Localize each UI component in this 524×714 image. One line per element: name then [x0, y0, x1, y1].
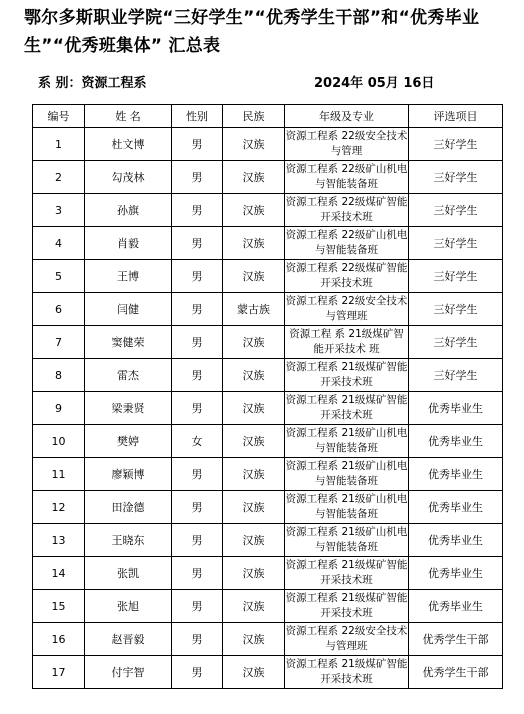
cell-award: 优秀毕业生 [409, 590, 503, 623]
cell-award: 三好学生 [409, 128, 503, 161]
table-row [33, 656, 503, 689]
cell-gender: 男 [172, 128, 223, 161]
cell-major: 资源工程 系 21级煤矿智能开采技术 班 [285, 326, 409, 359]
cell-major: 资源工程系 22级安全技术与管理班 [285, 293, 409, 326]
cell-number: 17 [33, 656, 85, 689]
cell-name: 赵晋毅 [85, 623, 172, 656]
cell-ethnicity: 汉族 [223, 425, 285, 458]
cell-name: 勾茂林 [85, 161, 172, 194]
cell-name: 窦健荣 [85, 326, 172, 359]
cell-major: 资源工程系 22级矿山机电与智能装备班 [285, 161, 409, 194]
header-name: 姓 名 [85, 105, 172, 128]
table-row [33, 392, 503, 425]
cell-number: 10 [33, 425, 85, 458]
cell-number: 9 [33, 392, 85, 425]
cell-name: 田淦德 [85, 491, 172, 524]
cell-major: 资源工程系 22级安全技术与管理 [285, 128, 409, 161]
header-number: 编号 [33, 105, 85, 128]
table-row [33, 590, 503, 623]
cell-number: 7 [33, 326, 85, 359]
cell-ethnicity: 汉族 [223, 128, 285, 161]
cell-award: 优秀毕业生 [409, 491, 503, 524]
cell-award: 优秀毕业生 [409, 524, 503, 557]
cell-award: 三好学生 [409, 293, 503, 326]
table-row [33, 623, 503, 656]
cell-major: 资源工程系 21级矿山机电与智能装备班 [285, 458, 409, 491]
cell-ethnicity: 汉族 [223, 590, 285, 623]
table-row [33, 359, 503, 392]
date-label: 2024年 05月 16日 [314, 76, 435, 91]
cell-gender: 男 [172, 359, 223, 392]
cell-major: 资源工程系 21级煤矿智能开采技术班 [285, 392, 409, 425]
cell-major: 资源工程系 21级矿山机电与智能装备班 [285, 425, 409, 458]
cell-award: 三好学生 [409, 326, 503, 359]
cell-gender: 男 [172, 326, 223, 359]
department-label: 系 别：资源工程系 [38, 76, 147, 91]
cell-number: 14 [33, 557, 85, 590]
table-row [33, 260, 503, 293]
cell-major: 资源工程系 22级安全技术与管理班 [285, 623, 409, 656]
table-row [33, 557, 503, 590]
cell-name: 廖颖博 [85, 458, 172, 491]
cell-ethnicity: 汉族 [223, 227, 285, 260]
cell-gender: 男 [172, 623, 223, 656]
cell-gender: 男 [172, 458, 223, 491]
cell-gender: 男 [172, 524, 223, 557]
cell-name: 肖毅 [85, 227, 172, 260]
cell-award: 优秀学生干部 [409, 656, 503, 689]
cell-ethnicity: 汉族 [223, 458, 285, 491]
header-major: 年级及专业 [285, 105, 409, 128]
header-award: 评选项目 [409, 105, 503, 128]
cell-ethnicity: 蒙古族 [223, 293, 285, 326]
cell-gender: 男 [172, 491, 223, 524]
cell-award: 三好学生 [409, 260, 503, 293]
cell-number: 16 [33, 623, 85, 656]
table-row [33, 194, 503, 227]
cell-number: 15 [33, 590, 85, 623]
cell-major: 资源工程系 21级煤矿智能开采技术班 [285, 359, 409, 392]
cell-ethnicity: 汉族 [223, 557, 285, 590]
cell-ethnicity: 汉族 [223, 524, 285, 557]
cell-name: 孙旗 [85, 194, 172, 227]
cell-name: 王晓东 [85, 524, 172, 557]
cell-gender: 男 [172, 260, 223, 293]
cell-ethnicity: 汉族 [223, 392, 285, 425]
cell-award: 三好学生 [409, 161, 503, 194]
cell-award: 优秀毕业生 [409, 425, 503, 458]
cell-name: 闫健 [85, 293, 172, 326]
cell-gender: 男 [172, 557, 223, 590]
cell-name: 张旭 [85, 590, 172, 623]
table-row [33, 227, 503, 260]
cell-major: 资源工程系 22级矿山机电与智能装备班 [285, 227, 409, 260]
cell-gender: 男 [172, 194, 223, 227]
cell-major: 资源工程系 22级煤矿智能开采技术班 [285, 194, 409, 227]
table-row [33, 458, 503, 491]
cell-award: 优秀学生干部 [409, 623, 503, 656]
table-row [33, 491, 503, 524]
cell-number: 5 [33, 260, 85, 293]
cell-ethnicity: 汉族 [223, 359, 285, 392]
table-row [33, 524, 503, 557]
cell-ethnicity: 汉族 [223, 194, 285, 227]
cell-award: 优秀毕业生 [409, 392, 503, 425]
cell-ethnicity: 汉族 [223, 623, 285, 656]
document-title: 鄂尔多斯职业学院“三好学生”“优秀学生干部”和“优秀毕业生”“优秀班集体” 汇总表 [24, 8, 480, 56]
cell-major: 资源工程系 21级矿山机电与智能装备班 [285, 524, 409, 557]
table-row [33, 161, 503, 194]
cell-name: 樊婷 [85, 425, 172, 458]
summary-table [32, 104, 503, 689]
cell-gender: 男 [172, 656, 223, 689]
cell-ethnicity: 汉族 [223, 656, 285, 689]
cell-ethnicity: 汉族 [223, 260, 285, 293]
table-row [33, 425, 503, 458]
cell-gender: 男 [172, 161, 223, 194]
cell-number: 12 [33, 491, 85, 524]
cell-major: 资源工程系 21级煤矿智能开采技术班 [285, 656, 409, 689]
cell-name: 雷杰 [85, 359, 172, 392]
cell-award: 三好学生 [409, 359, 503, 392]
cell-number: 13 [33, 524, 85, 557]
cell-gender: 男 [172, 293, 223, 326]
header-gender: 性别 [172, 105, 223, 128]
table-row [33, 293, 503, 326]
cell-name: 王博 [85, 260, 172, 293]
cell-name: 付宇智 [85, 656, 172, 689]
cell-award: 三好学生 [409, 227, 503, 260]
table-header-row [33, 105, 503, 128]
cell-ethnicity: 汉族 [223, 326, 285, 359]
cell-major: 资源工程系 21级煤矿智能开采技术班 [285, 590, 409, 623]
cell-number: 3 [33, 194, 85, 227]
cell-major: 资源工程系 21级煤矿智能开采技术班 [285, 557, 409, 590]
cell-gender: 男 [172, 392, 223, 425]
cell-major: 资源工程系 21级矿山机电与智能装备班 [285, 491, 409, 524]
cell-award: 优秀毕业生 [409, 458, 503, 491]
cell-number: 6 [33, 293, 85, 326]
cell-major: 资源工程系 22级煤矿智能开采技术班 [285, 260, 409, 293]
cell-ethnicity: 汉族 [223, 161, 285, 194]
cell-gender: 女 [172, 425, 223, 458]
cell-name: 张凯 [85, 557, 172, 590]
cell-award: 三好学生 [409, 194, 503, 227]
cell-name: 杜文博 [85, 128, 172, 161]
cell-name: 梁秉贤 [85, 392, 172, 425]
table-row [33, 128, 503, 161]
cell-gender: 男 [172, 227, 223, 260]
cell-gender: 男 [172, 590, 223, 623]
header-ethnicity: 民族 [223, 105, 285, 128]
cell-number: 2 [33, 161, 85, 194]
cell-number: 11 [33, 458, 85, 491]
cell-number: 1 [33, 128, 85, 161]
cell-ethnicity: 汉族 [223, 491, 285, 524]
cell-number: 8 [33, 359, 85, 392]
table-row [33, 326, 503, 359]
cell-number: 4 [33, 227, 85, 260]
cell-award: 优秀毕业生 [409, 557, 503, 590]
